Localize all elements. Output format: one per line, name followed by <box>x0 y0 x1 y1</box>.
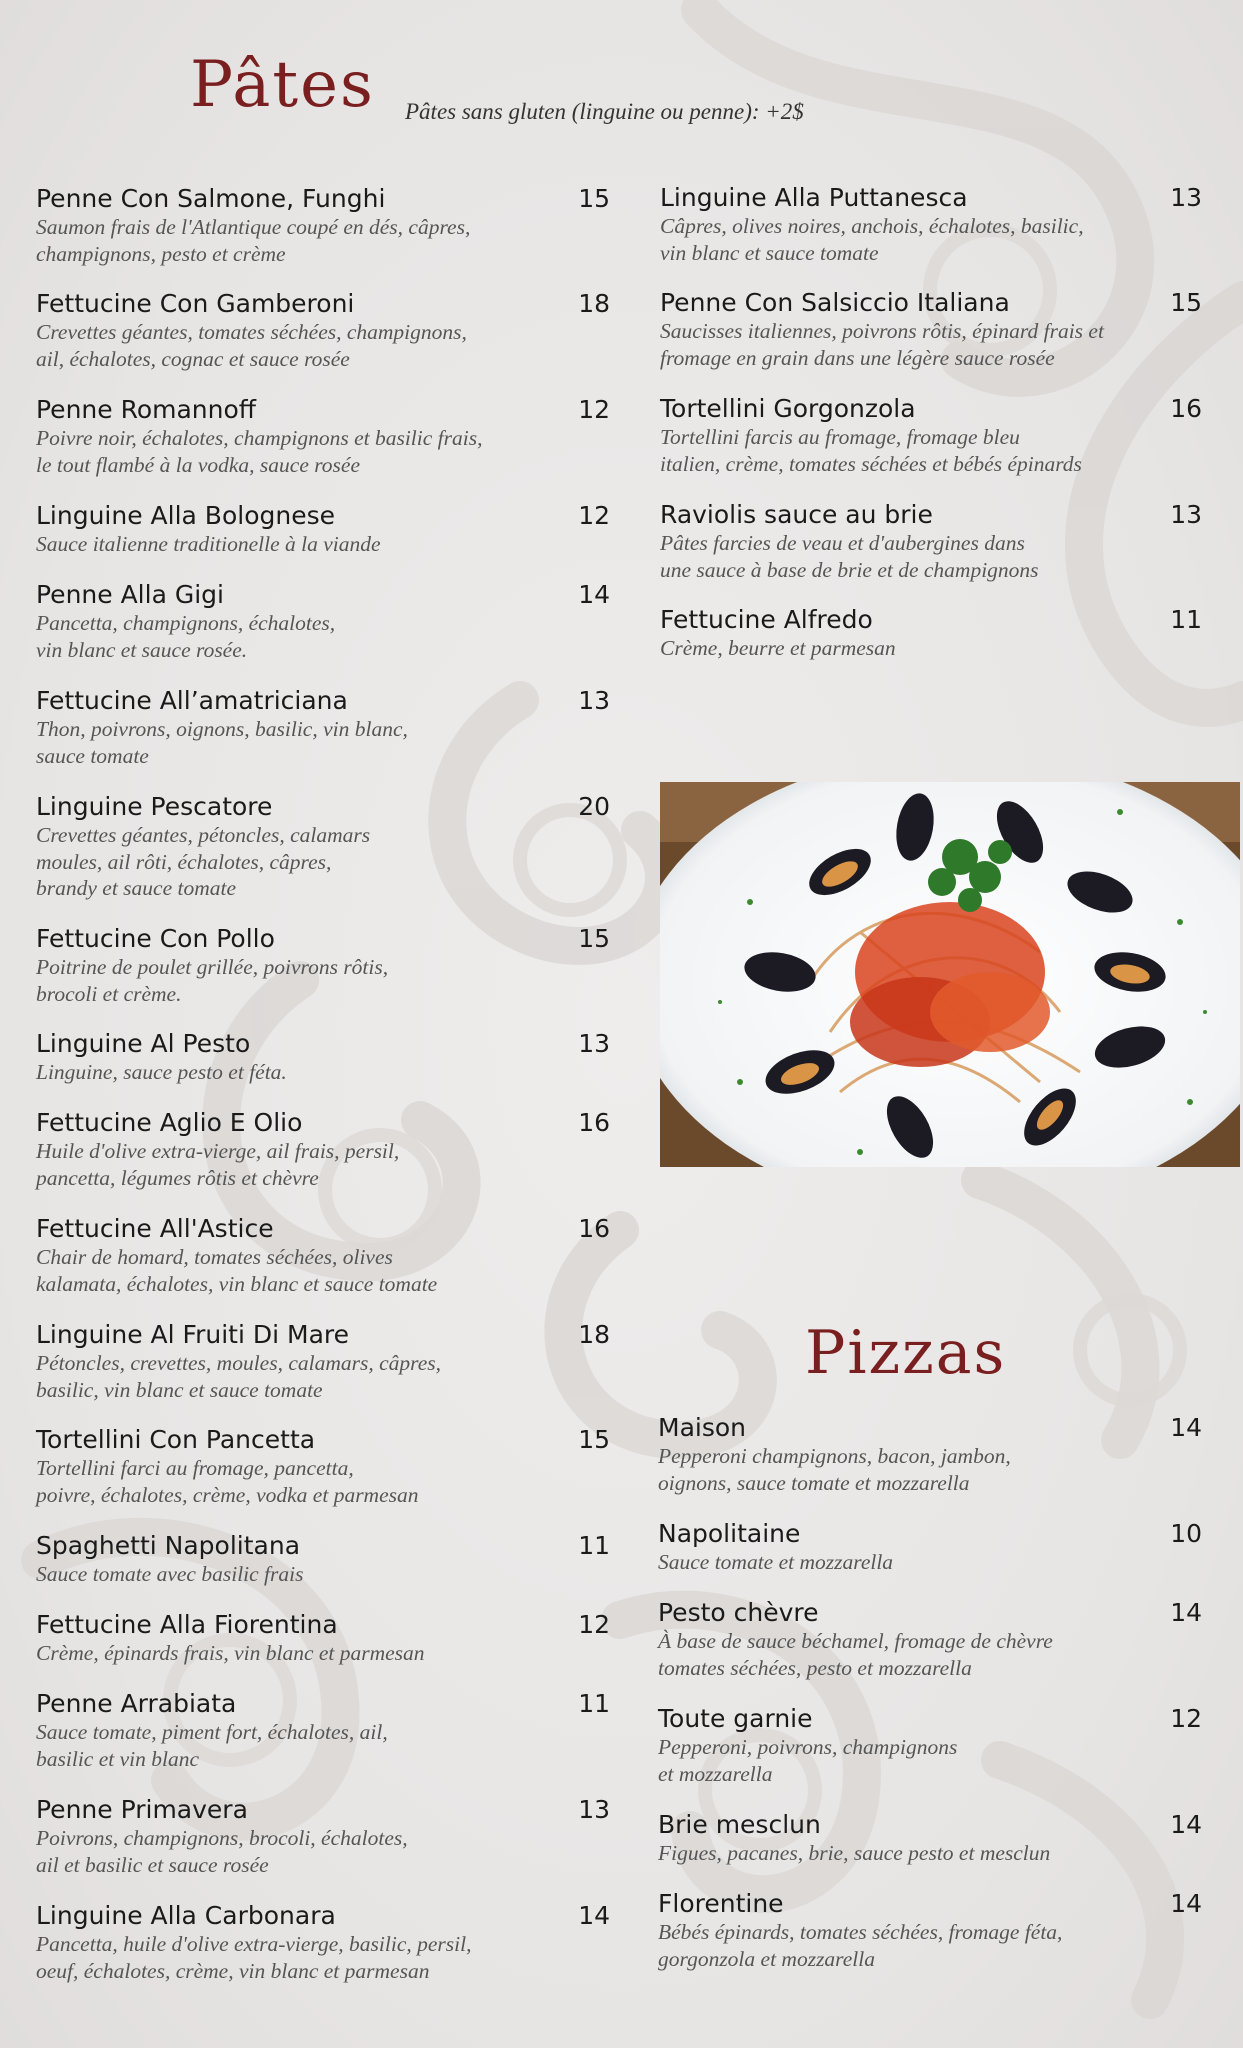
menu-item-description: Câpres, olives noires, anchois, échalotes, basilic, <box>660 214 1084 238</box>
menu-item-price: 16 <box>578 1214 610 1243</box>
menu-item <box>36 1688 610 1772</box>
menu-item <box>36 500 610 558</box>
menu-item-description: Saucisses italiennes, poivrons rôtis, épinard frais et <box>660 319 1104 343</box>
menu-item <box>36 685 610 769</box>
menu-item-name: Toute garnie <box>658 1704 813 1733</box>
menu-item-name: Linguine Al Fruiti Di Mare <box>36 1320 350 1349</box>
menu-item-description: vin blanc et sauce tomate <box>660 240 879 265</box>
section-title-pizzas: Pizzas <box>805 1318 1007 1388</box>
menu-item-price: 16 <box>578 1108 610 1137</box>
section-subtitle-pates: Pâtes sans gluten (linguine ou penne): +2$ <box>405 99 804 124</box>
section-title-pates: Pâtes <box>190 48 375 122</box>
menu-item-name: Florentine <box>658 1889 784 1918</box>
menu-item <box>36 579 610 663</box>
menu-item-description: Pâtes farcies de veau et d'aubergines dans <box>660 531 1025 555</box>
menu-item <box>36 1424 610 1508</box>
menu-item-description: Sauce italienne traditionelle à la viande <box>36 532 381 556</box>
menu-item-price: 20 <box>578 792 610 821</box>
menu-item-description: Tortellini farcis au fromage, fromage bleu <box>660 425 1020 449</box>
menu-item-name: Tortellini Gorgonzola <box>660 394 916 423</box>
menu-item-description: brocoli et crème. <box>36 981 182 1006</box>
menu-item-description: Poivre noir, échalotes, champignons et basilic frais, <box>36 426 483 450</box>
menu-item <box>658 1888 1202 1972</box>
menu-item-price: 14 <box>578 580 610 609</box>
menu-item-description: Sauce tomate avec basilic frais <box>36 1562 304 1586</box>
menu-item-price: 10 <box>1170 1519 1202 1548</box>
menu-item <box>660 499 1202 583</box>
menu-item <box>660 393 1202 477</box>
menu-item-description: Figues, pacanes, brie, sauce pesto et mesclun <box>658 1841 1051 1865</box>
menu-item-description: Linguine, sauce pesto et féta. <box>36 1060 287 1084</box>
menu-item-description: Crème, épinards frais, vin blanc et parmesan <box>36 1641 425 1665</box>
menu-item-name: Fettucine Con Pollo <box>36 924 275 953</box>
menu-item <box>36 1794 610 1878</box>
menu-item-description: Sauce tomate, piment fort, échalotes, ail, <box>36 1720 388 1744</box>
menu-item-description: une sauce à base de brie et de champignons <box>660 557 1039 582</box>
menu-item <box>36 923 610 1007</box>
menu-item-description: Bébés épinards, tomates séchées, fromage féta, <box>658 1920 1063 1944</box>
menu-item <box>660 604 1202 662</box>
menu-item-description: italien, crème, tomates séchées et bébés épinards <box>660 451 1082 476</box>
seafood-pasta-image <box>660 782 1240 1167</box>
menu-item <box>36 288 610 372</box>
menu-item-name: Linguine Alla Puttanesca <box>660 183 968 212</box>
menu-item <box>36 1900 610 1984</box>
menu-item-name: Penne Romannoff <box>36 395 257 424</box>
menu-item-name: Penne Arrabiata <box>36 1689 237 1718</box>
menu-item-description: Sauce tomate et mozzarella <box>658 1550 894 1574</box>
menu-item-price: 13 <box>578 686 610 715</box>
menu-item-price: 13 <box>1170 500 1202 529</box>
menu-item-price: 15 <box>578 184 610 213</box>
menu-item-price: 12 <box>578 501 610 530</box>
menu-item-description: vin blanc et sauce rosée. <box>36 637 248 662</box>
menu-item-description: oeuf, échalotes, crème, vin blanc et parmesan <box>36 1958 430 1983</box>
menu-item-description: Crème, beurre et parmesan <box>660 636 896 660</box>
menu-item-description: Crevettes géantes, pétoncles, calamars <box>36 823 371 847</box>
menu-item-name: Penne Con Salsiccio Italiana <box>660 288 1010 317</box>
menu-item-description: basilic et vin blanc <box>36 1746 200 1771</box>
menu-item-description: fromage en grain dans une légère sauce rosée <box>660 345 1055 370</box>
menu-item-description: Tortellini farci au fromage, pancetta, <box>36 1456 354 1480</box>
menu-item-name: Penne Primavera <box>36 1795 248 1824</box>
menu-item-description: Huile d'olive extra-vierge, ail frais, persil, <box>36 1139 400 1163</box>
menu-item-name: Penne Alla Gigi <box>36 580 224 609</box>
menu-item <box>36 1107 610 1191</box>
menu-item-price: 18 <box>578 1320 610 1349</box>
menu-item-description: À base de sauce béchamel, fromage de chèvre <box>658 1629 1053 1653</box>
menu-item-price: 14 <box>1170 1598 1202 1627</box>
menu-item-price: 11 <box>1170 605 1202 634</box>
menu-item-description: Pepperoni champignons, bacon, jambon, <box>658 1444 1011 1468</box>
menu-item-description: champignons, pesto et crème <box>36 241 286 266</box>
menu-item-name: Tortellini Con Pancetta <box>36 1425 316 1454</box>
menu-item-description: sauce tomate <box>36 743 149 768</box>
menu-item-price: 12 <box>578 1610 610 1639</box>
menu-item-name: Fettucine Aglio E Olio <box>36 1108 303 1137</box>
menu-item-description: Crevettes géantes, tomates séchées, champignons, <box>36 320 467 344</box>
menu-item-price: 14 <box>1170 1413 1202 1442</box>
menu-item-name: Pesto chèvre <box>658 1598 819 1627</box>
menu-item-description: Poivrons, champignons, brocoli, échalotes, <box>36 1826 408 1850</box>
menu-item-description: oignons, sauce tomate et mozzarella <box>658 1470 970 1495</box>
menu-item-description: Pancetta, huile d'olive extra-vierge, basilic, persil, <box>36 1932 472 1956</box>
menu-item <box>660 182 1202 266</box>
menu-item-name: Maison <box>658 1413 747 1442</box>
menu-item-description: Poitrine de poulet grillée, poivrons rôtis, <box>36 955 389 979</box>
menu-item-description: et mozzarella <box>658 1761 773 1786</box>
menu-item-description: kalamata, échalotes, vin blanc et sauce tomate <box>36 1271 438 1296</box>
menu-item-name: Fettucine Alla Fiorentina <box>36 1610 338 1639</box>
menu-item-name: Spaghetti Napolitana <box>36 1531 301 1560</box>
pasta-photo <box>660 782 1240 1167</box>
menu-item-name: Brie mesclun <box>658 1810 821 1839</box>
menu-item-price: 11 <box>578 1531 610 1560</box>
menu-item-name: Fettucine All’amatriciana <box>36 686 348 715</box>
menu-item-price: 13 <box>578 1795 610 1824</box>
menu-item-description: brandy et sauce tomate <box>36 876 237 900</box>
menu-item-description: basilic, vin blanc et sauce tomate <box>36 1377 323 1402</box>
menu-item-description: Saumon frais de l'Atlantique coupé en dés, câpres, <box>36 215 471 239</box>
menu-item-description: pancetta, légumes rôtis et chèvre <box>36 1165 319 1190</box>
menu-item-price: 15 <box>578 924 610 953</box>
menu-item-description: tomates séchées, pesto et mozzarella <box>658 1655 972 1680</box>
menu-item-price: 11 <box>578 1689 610 1718</box>
menu-item <box>36 1319 610 1403</box>
menu-item-description: Pancetta, champignons, échalotes, <box>36 611 336 635</box>
menu-item-description: Thon, poivrons, oignons, basilic, vin blanc, <box>36 717 408 741</box>
menu-item <box>36 183 610 267</box>
menu-item-name: Raviolis sauce au brie <box>660 500 933 529</box>
menu-item <box>36 394 610 478</box>
menu-item-name: Linguine Alla Carbonara <box>36 1901 336 1930</box>
menu-item-price: 13 <box>578 1029 610 1058</box>
menu-item-description: gorgonzola et mozzarella <box>658 1946 875 1971</box>
menu-item <box>658 1518 1202 1576</box>
menu-item-name: Linguine Al Pesto <box>36 1029 251 1058</box>
menu-item-description: Pétoncles, crevettes, moules, calamars, câpres, <box>36 1351 442 1375</box>
menu-item-description: ail, échalotes, cognac et sauce rosée <box>36 346 350 371</box>
menu-item-price: 15 <box>1170 288 1202 317</box>
menu-item <box>36 791 610 902</box>
menu-item <box>658 1703 1202 1787</box>
menu-item-description: poivre, échalotes, crème, vodka et parmesan <box>36 1482 419 1507</box>
menu-item-name: Linguine Pescatore <box>36 792 273 821</box>
menu-item-price: 18 <box>578 289 610 318</box>
menu-item <box>36 1530 610 1588</box>
menu-item <box>36 1028 610 1086</box>
menu-item-price: 13 <box>1170 183 1202 212</box>
menu-item-price: 14 <box>1170 1889 1202 1918</box>
menu-item-description: Chair de homard, tomates séchées, olives <box>36 1245 393 1269</box>
menu-item-name: Napolitaine <box>658 1519 801 1548</box>
menu-item-description: le tout flambé à la vodka, sauce rosée <box>36 452 361 477</box>
menu-item-price: 15 <box>578 1425 610 1454</box>
menu-item <box>36 1609 610 1667</box>
menu-item-description: Pepperoni, poivrons, champignons <box>658 1735 958 1759</box>
menu-item <box>36 1213 610 1297</box>
menu-item-description: ail et basilic et sauce rosée <box>36 1852 269 1877</box>
menu-item-price: 16 <box>1170 394 1202 423</box>
menu-item-name: Fettucine Alfredo <box>660 605 873 634</box>
menu-item <box>658 1809 1202 1867</box>
menu-item-name: Linguine Alla Bolognese <box>36 501 335 530</box>
menu-item-name: Penne Con Salmone, Funghi <box>36 184 386 213</box>
menu-item-name: Fettucine Con Gamberoni <box>36 289 355 318</box>
menu-item-price: 12 <box>578 395 610 424</box>
menu-item-price: 14 <box>578 1901 610 1930</box>
menu-item-description: moules, ail rôti, échalotes, câpres, <box>36 849 332 874</box>
menu-item <box>658 1412 1202 1496</box>
menu-item-name: Fettucine All'Astice <box>36 1214 274 1243</box>
menu-item <box>658 1597 1202 1681</box>
menu-item-price: 12 <box>1170 1704 1202 1733</box>
menu-item-price: 14 <box>1170 1810 1202 1839</box>
menu-item <box>660 287 1202 371</box>
